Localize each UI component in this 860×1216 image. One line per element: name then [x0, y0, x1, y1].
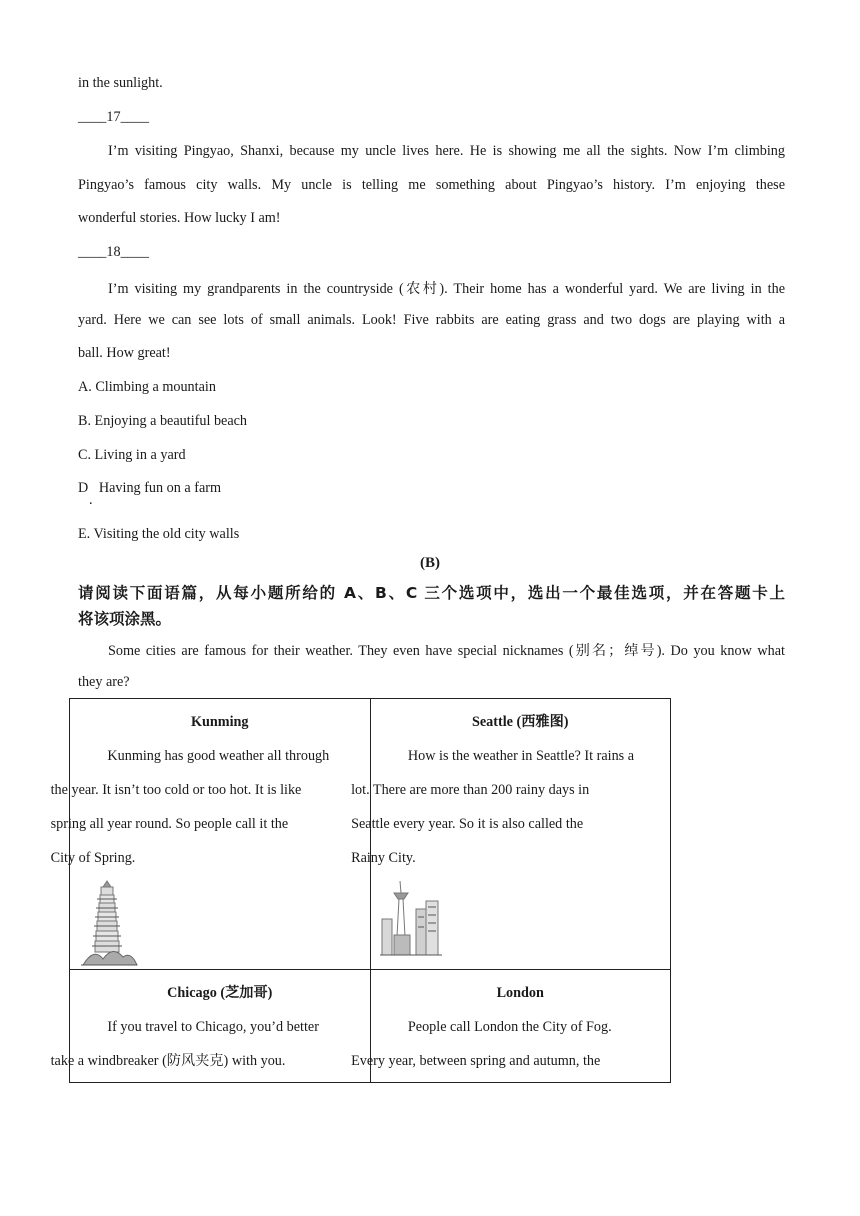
kunming-text [50, 739, 361, 875]
chicago-cell [50, 970, 371, 1083]
section-b-instruction-1: 请阅读下面语篇，从每小题所给的 A、B、C 三个选项中，选出一个最佳选项，并在答题卡上 [78, 584, 785, 602]
chicago-text [50, 1010, 361, 1078]
chicago-title: Chicago (芝加哥) [167, 985, 273, 1001]
seattle-line: Rainy City. [351, 850, 416, 866]
q18-line-2: yard. Here we can see lots of small animals. Look! Five rabbits are eating grass and two dogs are playing with a [78, 312, 785, 328]
q18-line-3: ball. How great! [78, 345, 171, 361]
option-d-dot: . [89, 492, 93, 508]
seattle-line: How is the weather in Seattle? It rains a [407, 748, 635, 764]
q17-line-1: I’m visiting Pingyao, Shanxi, because my uncle lives here. He is showing me all the sights. Now I’m climbing [108, 143, 785, 159]
option-e: E. Visiting the old city walls [78, 526, 240, 542]
section-b-intro-2: they are? [78, 674, 130, 690]
kunming-line: City of Spring. [50, 850, 136, 866]
seattle-title: Seattle (西雅图) [471, 714, 569, 730]
kunming-line: the year. It isn’t too cold or too hot. It is like [50, 782, 302, 798]
chicago-line: If you travel to Chicago, you’d better [107, 1019, 319, 1035]
intro-tail: in the sunlight. [78, 75, 163, 91]
space-needle-image [380, 879, 442, 957]
q17-line-3: wonderful stories. How lucky I am! [78, 210, 281, 226]
kunming-cell [50, 699, 371, 970]
london-cell [351, 970, 671, 1083]
seattle-line: Seattle every year. So it is also called the [351, 816, 584, 832]
section-b-intro-1: Some cities are famous for their weather. They even have special nicknames (别名；绰号). Do you know what [108, 643, 785, 659]
london-title: London [496, 985, 544, 1001]
seattle-line: lot. There are more than 200 rainy days in [351, 782, 590, 798]
london-line: Every year, between spring and autumn, the [351, 1053, 601, 1069]
kunming-line: Kunming has good weather all through [107, 748, 330, 764]
section-b-title: (B) [420, 555, 440, 571]
cities-table [50, 698, 671, 1083]
kunming-title: Kunming [190, 714, 249, 730]
seattle-text [351, 739, 662, 875]
chicago-line: take a windbreaker (防风夹克) with you. [50, 1053, 286, 1069]
q18-line-1: I’m visiting my grandparents in the countryside (农村). Their home has a wonderful yard. We are living in the [108, 281, 785, 297]
option-d: D Having fun on a farm [78, 480, 222, 496]
london-line: People call London the City of Fog. [407, 1019, 612, 1035]
question-17-blank: ____17____ [78, 109, 149, 125]
option-b: B. Enjoying a beautiful beach [78, 413, 248, 429]
london-text [351, 1010, 662, 1078]
seattle-cell [351, 699, 671, 970]
q17-line-2: Pingyao’s famous city walls. My uncle is telling me something about Pingyao’s history. I’m enjoying these [78, 177, 785, 193]
section-b-instruction-2: 将该项涂黑。 [78, 610, 172, 628]
pagoda-image [79, 879, 139, 969]
option-a: A. Climbing a mountain [78, 379, 216, 395]
question-18-blank: ____18____ [78, 244, 149, 260]
kunming-line: spring all year round. So people call it the [50, 816, 289, 832]
option-c: C. Living in a yard [78, 447, 186, 463]
